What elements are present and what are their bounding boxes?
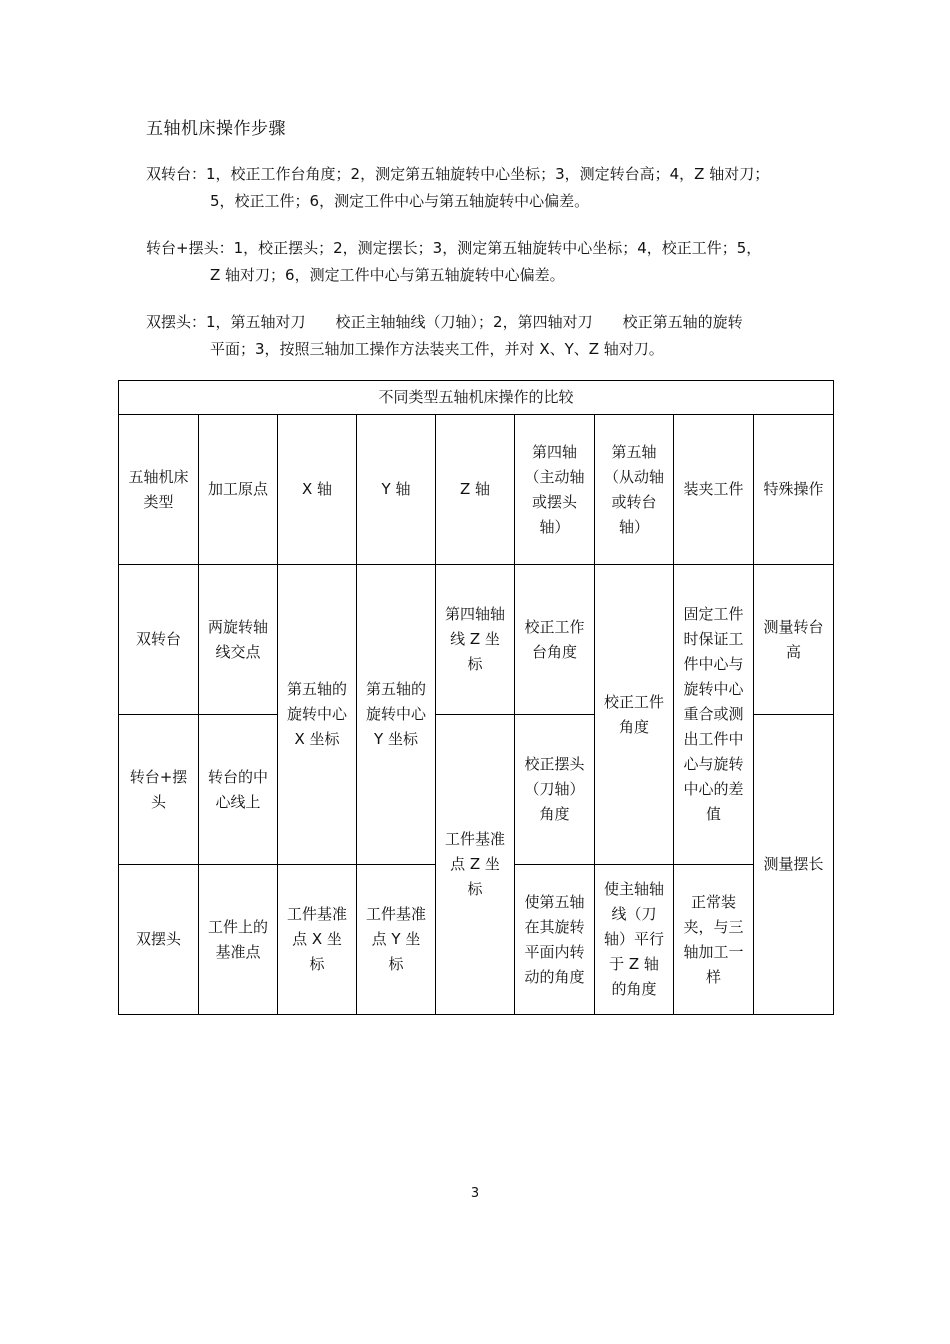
step-line: 双转台：1，校正工作台角度；2，测定第五轴旋转中心坐标；3，测定转台高；4，Z 轴对刀； [146,165,770,183]
cell-fourth-axis: 校正摆头（刀轴）角度 [515,715,595,865]
cell-z-axis: 第四轴轴线 Z 坐标 [436,565,515,715]
cell-y-axis: 工件基准点 Y 坐标 [357,865,436,1015]
page-number: 3 [470,1186,480,1201]
step-paragraph-double-tilt [146,309,826,363]
step-paragraph-rotary-tilt [146,235,826,289]
step-line: 双摆头：1，第五轴对刀 校正主轴轴线（刀轴）；2，第四轴对刀 校正第五轴的旋转 [146,313,743,331]
table-row [119,565,834,715]
cell-special-merged: 测量摆长 [754,715,834,1015]
step-line-continued: 平面；3，按照三轴加工操作方法装夹工件，并对 X、Y、Z 轴对刀。 [210,340,664,358]
cell-fifth-axis: 使主轴轴线（刀轴）平行于 Z 轴的角度 [595,865,674,1015]
cell-z-axis-merged: 工件基准点 Z 坐标 [436,715,515,1015]
cell-fifth-axis-merged: 校正工件角度 [595,565,674,865]
cell-type: 转台+摆头 [119,715,199,865]
cell-special: 测量转台高 [754,565,834,715]
header-cell-type: 五轴机床类型 [119,415,199,565]
step-line: 转台+摆头：1，校正摆头；2，测定摆长；3，测定第五轴旋转中心坐标；4，校正工件；5， [146,239,762,257]
cell-type: 双转台 [119,565,199,715]
header-cell-clamping: 装夹工件 [674,415,754,565]
header-cell-special: 特殊操作 [754,415,834,565]
comparison-table [118,380,834,1015]
cell-clamping-merged: 固定工件时保证工件中心与旋转中心重合或测出工件中心与旋转中心的差值 [674,565,754,865]
header-cell-fifth-axis: 第五轴（从动轴或转台轴） [595,415,674,565]
table-caption: 不同类型五轴机床操作的比较 [119,381,834,415]
cell-type: 双摆头 [119,865,199,1015]
cell-clamping: 正常装夹，与三轴加工一样 [674,865,754,1015]
cell-origin: 转台的中心线上 [199,715,278,865]
header-cell-fourth-axis: 第四轴（主动轴或摆头轴） [515,415,595,565]
cell-fourth-axis: 校正工作台角度 [515,565,595,715]
table-caption-row [119,381,834,415]
header-cell-x-axis: X 轴 [278,415,357,565]
header-cell-z-axis: Z 轴 [436,415,515,565]
header-cell-origin: 加工原点 [199,415,278,565]
cell-x-axis-merged: 第五轴的旋转中心 X 坐标 [278,565,357,865]
cell-origin: 工件上的基准点 [199,865,278,1015]
step-paragraph-double-rotary [146,161,826,215]
page-title: 五轴机床操作步骤 [146,119,286,139]
step-line-continued: Z 轴对刀；6，测定工件中心与第五轴旋转中心偏差。 [210,266,565,284]
table-header-row [119,415,834,565]
step-line-continued: 5，校正工件；6，测定工件中心与第五轴旋转中心偏差。 [210,192,590,210]
cell-origin: 两旋转轴线交点 [199,565,278,715]
cell-x-axis: 工件基准点 X 坐标 [278,865,357,1015]
header-cell-y-axis: Y 轴 [357,415,436,565]
cell-y-axis-merged: 第五轴的旋转中心 Y 坐标 [357,565,436,865]
cell-fourth-axis: 使第五轴在其旋转平面内转动的角度 [515,865,595,1015]
